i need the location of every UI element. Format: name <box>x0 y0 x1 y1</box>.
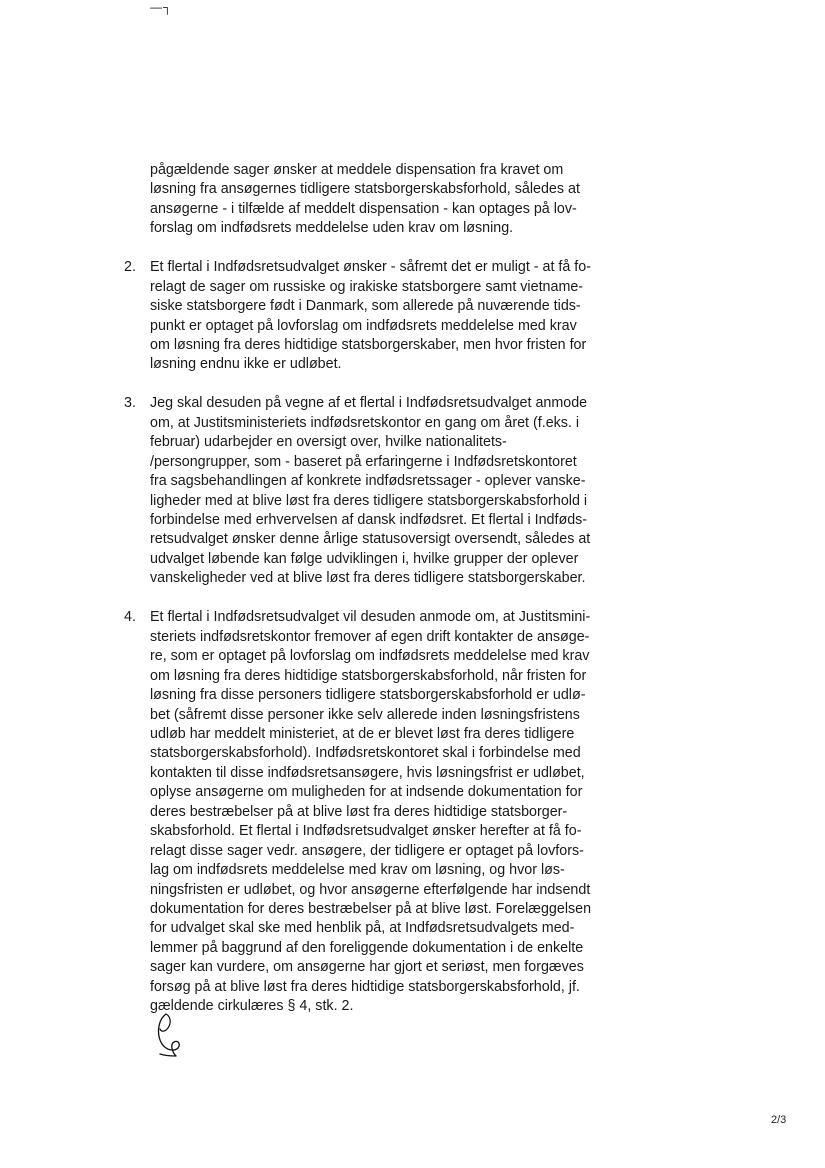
paragraph-line: punkt er optaget på lovforslag om indfødsrets meddelelse med krav <box>150 317 577 334</box>
handwritten-initial-signature <box>150 1010 190 1060</box>
paragraph-line: /persongrupper, som - baseret på erfaringerne i Indfødsretskontoret <box>150 453 577 470</box>
paragraph-line: bet (såfremt disse personer ikke selv allerede inden løsningsfristens <box>150 706 580 723</box>
page-number: 2/3 <box>771 1114 787 1126</box>
page-corner-mark: —┐ <box>150 0 173 14</box>
numbered-item-3 <box>124 394 591 589</box>
paragraph-line: om løsning fra deres hidtidige statsborgerskabsforhold, når fristen for <box>150 667 587 684</box>
paragraph-line: forsøg på at blive løst fra deres hidtidige statsborgerskabsforhold, jf. <box>150 978 580 995</box>
item-number: 2. <box>124 259 136 276</box>
paragraph-line: relagt de sager om russiske og irakiske statsborgere samt vietname- <box>150 278 584 295</box>
paragraph-line: statsborgerskabsforhold). Indfødsretskontoret skal i forbindelse med <box>150 745 581 762</box>
paragraph-line: februar) udarbejder en oversigt over, hvilke nationalitets- <box>150 434 507 451</box>
paragraph-line: deres bestræbelser på at blive løst fra deres hidtidige statsborger- <box>150 803 568 820</box>
paragraph-line: fra sagsbehandlingen af konkrete indfødsretssager - oplever vanske- <box>150 473 586 490</box>
paragraph-line: pågældende sager ønsker at meddele dispensation fra kravet om <box>150 162 564 178</box>
paragraph-line: udløb har meddelt ministeriet, at de er blevet løst fra deres tidligere <box>150 725 575 742</box>
paragraph-line: om løsning fra deres hidtidige statsborgerskaber, men hvor fristen for <box>150 337 587 354</box>
paragraph-line: gældende cirkulæres § 4, stk. 2. <box>150 998 354 1015</box>
paragraph-line: sager kan vurdere, om ansøgerne har gjort et seriøst, men forgæves <box>150 959 584 976</box>
paragraph-line: Et flertal i Indfødsretsudvalget vil desuden anmode om, at Justitsmini- <box>150 609 591 626</box>
paragraph-line: lag om indfødsrets meddelelse med krav om løsning, og hvor løs- <box>150 862 565 879</box>
paragraph-line: skabsforhold. Et flertal i Indfødsretsudvalget ønsker herefter at få fo- <box>150 823 582 840</box>
paragraph-line: kontakten til disse indfødsretsansøgere, hvis løsningsfrist er udløbet, <box>150 764 585 781</box>
paragraph-line: forbindelse med erhvervelsen af dansk indfødsret. Et flertal i Indføds- <box>150 512 588 529</box>
paragraph-line: retsudvalget ønsker denne årlige statusoversigt oversendt, således at <box>150 531 591 548</box>
item-number: 3. <box>124 395 136 412</box>
paragraph-line: dokumentation for deres bestræbelser på at blive løst. Forelæggelsen <box>150 901 592 918</box>
paragraph-line: re, som er optaget på lovforslag om indfødsrets meddelelse med krav <box>150 648 590 665</box>
paragraph-line: siske statsborgere født i Danmark, som allerede på nuværende tids- <box>150 298 581 315</box>
paragraph-line: Et flertal i Indfødsretsudvalget ønsker - såfremt det er muligt - at få fo- <box>150 259 591 276</box>
paragraph-line: ligheder med at blive løst fra deres tidligere statsborgerskabsforhold i <box>150 492 588 509</box>
paragraph-line: løsning endnu ikke er udløbet. <box>150 356 342 373</box>
paragraph-line: udvalget løbende kan følge udviklingen i, hvilke grupper der oplever <box>150 550 579 567</box>
paragraph-line: vanskeligheder ved at blive løst fra deres tidligere statsborgerskaber. <box>150 570 586 587</box>
paragraph-line: løsning fra ansøgernes tidligere statsborgerskabsforhold, således at <box>150 181 580 198</box>
numbered-item-2 <box>124 258 591 375</box>
item-number: 4. <box>124 609 136 626</box>
paragraph-line: oplyse ansøgerne om muligheden for at indsende dokumentation for <box>150 784 583 801</box>
paragraph-line: om, at Justitsministeriets indfødsretskontor en gang om året (f.eks. i <box>150 414 580 431</box>
paragraph-line: relagt disse sager vedr. ansøgere, der tidligere er optaget på lovfors- <box>150 842 584 859</box>
paragraph-line: lemmer på baggrund af den foreliggende dokumentation i de enkelte <box>150 939 584 956</box>
paragraph-line: ningsfristen er udløbet, og hvor ansøgerne efterfølgende har indsendt <box>150 881 591 898</box>
paragraph-line: Jeg skal desuden på vegne af et flertal i Indfødsretsudvalget anmode <box>150 395 588 412</box>
numbered-item-4 <box>124 608 592 1017</box>
intro-paragraph <box>150 161 590 239</box>
paragraph-line: steriets indfødsretskontor fremover af egen drift kontakter de ansøge- <box>150 628 590 645</box>
paragraph-line: ansøgerne - i tilfælde af meddelt dispensation - kan optages på lov- <box>150 200 577 217</box>
paragraph-line: løsning fra disse personers tidligere statsborgerskabsforhold er udlø- <box>150 687 586 704</box>
paragraph-line: forslag om indfødsrets meddelelse uden krav om løsning. <box>150 220 514 237</box>
paragraph-line: for udvalget skal ske med henblik på, at Indfødsretsudvalgets med- <box>150 920 575 937</box>
letter-body <box>124 161 592 1017</box>
